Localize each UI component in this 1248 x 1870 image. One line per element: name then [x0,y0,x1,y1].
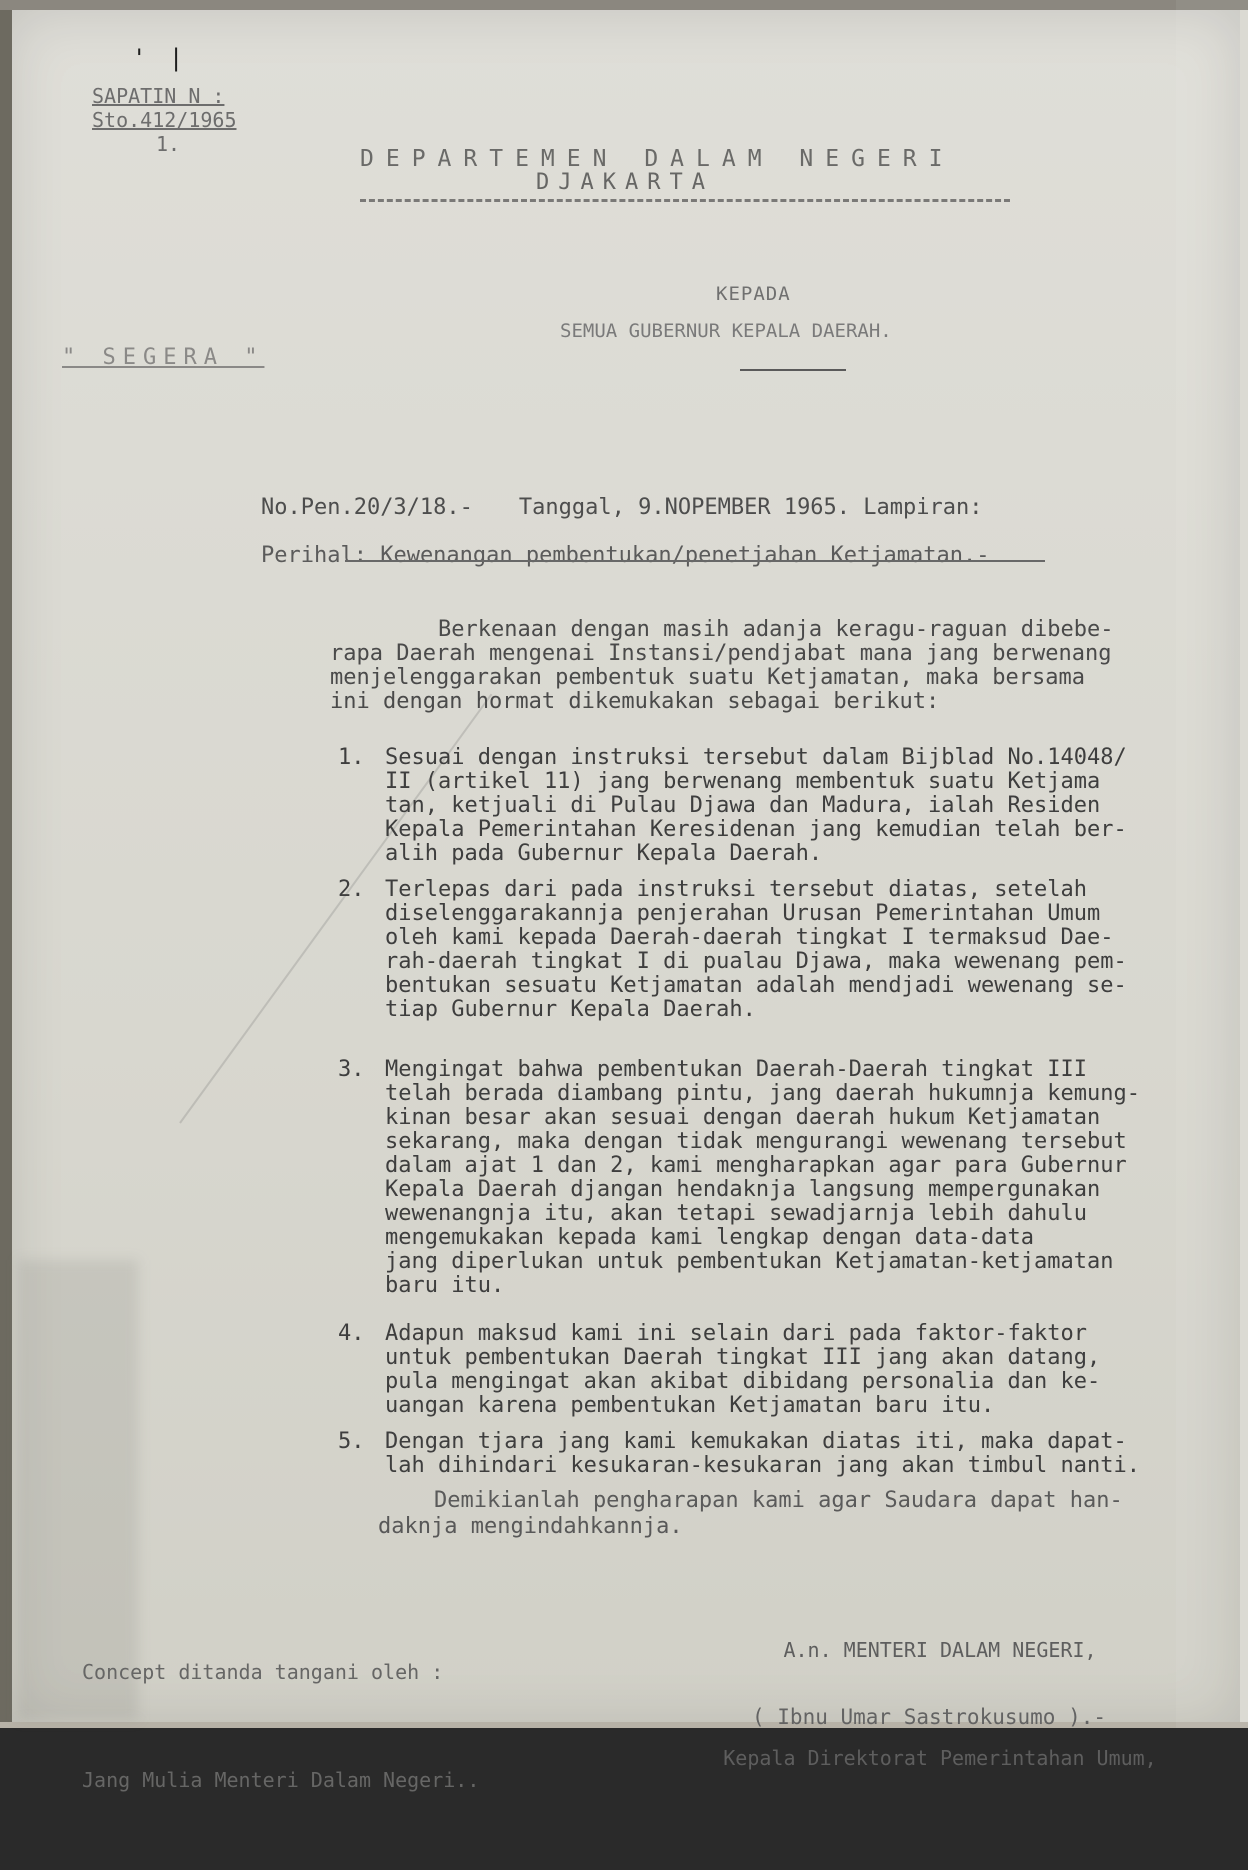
list-item-line: Adapun maksud kami ini selain dari pada faktor-faktor [385,1321,1087,1346]
attachment-label: Lampiran: [863,495,983,520]
list-item-number: 2. [338,877,365,902]
subject-line [208,518,989,593]
list-item-line: Terlepas dari pada instruksi tersebut diatas, setelah [385,877,1087,902]
addressee-recipient: SEMUA GUBERNUR KEPALA DAERAH. [560,320,892,342]
list-item [338,1322,1238,1418]
intro-line: Berkenaan dengan masih adanja keragu-raguan dibebe- [438,617,1114,642]
urgent-label: " SEGERA " [62,345,265,370]
reference-line-2: Sto.412/1965 [92,108,237,132]
letter-number: No.Pen.20/3/18.- [260,495,473,520]
list-item-line: alih pada Gubernur Kepala Daerah. [385,841,823,866]
intro-line: ini dengan hormat dikemukakan sebagai berikut: [330,689,940,714]
list-item-line: dalam ajat 1 dan 2, kami mengharapkan agar para Gubernur [385,1153,1127,1178]
list-item-line: Kepala Daerah djangan hendaknja langsung mempergunakan [385,1177,1101,1202]
list-item-line: mengemukakan kepada kami lengkap dengan data-data [385,1225,1035,1250]
addressee-heading: KEPADA [716,283,791,305]
signatory-name: ( Ibnu Umar Sastrokusumo ).- [752,1705,1107,1729]
list-item-line: sekarang, maka dengan tidak mengurangi wewenang tersebut [385,1129,1127,1154]
addressee-separator [740,369,846,371]
reference-line-1: SAPATIN N : [92,84,225,108]
list-item [338,878,1238,1022]
signature-line-1: A.n. MENTERI DALAM NEGERI, [783,1638,1097,1662]
list-item-line: diselenggarakannja penjerahan Urusan Pemerintahan Umum [385,901,1101,926]
top-left-marks: ' | [132,44,188,72]
list-item-line: uangan karena pembentukan Ketjamatan baru itu. [385,1393,995,1418]
list-item-line: jang diperlukan untuk pembentukan Ketjamatan-ketjamatan [385,1249,1114,1274]
left-border [0,0,12,1728]
list-item-line: kinan besar akan sesuai dengan daerah hukum Ketjamatan [385,1105,1101,1130]
header-separator [360,199,1010,202]
list-item-line: baru itu. [385,1273,505,1298]
signature-block [660,1560,1220,1848]
list-item-number: 5. [338,1429,365,1454]
list-item-line: Sesuai dengan instruksi tersebut dalam Bijblad No.14048/ [385,745,1127,770]
list-item-line: rah-daerah tingkat I di pualau Djawa, maka wewenang pem- [385,949,1127,974]
signature-line-2: Kepala Direktorat Pemerintahan Umum, [723,1746,1157,1770]
concept-line-1: Concept ditanda tangani oleh : [82,1660,444,1684]
list-item-line: telah berada diambang pintu, jang daerah hukumnja kemung- [385,1081,1140,1106]
list-item-number: 1. [338,745,365,770]
closing-line-2: daknja mengindahkannja. [378,1514,683,1539]
list-item-line: untuk pembentukan Daerah tingkat III jang akan datang, [385,1345,1101,1370]
list-item-line: Kepala Pemerintahan Keresidenan jang kemudian telah ber- [385,817,1127,842]
department-city: DJAKARTA [536,170,714,195]
list-item-line: wewenangnja itu, akan tetapi sewadjarnja lebih dahulu [385,1201,1087,1226]
subject-underline [345,560,1045,562]
subject-value: Kewenangan pembentukan/penetjahan Ketjamatan.- [380,543,990,568]
list-item [338,1430,1238,1478]
subject-label: Perihal: [260,543,367,568]
list-item-line: pula mengingat akan akibat dibidang personalia dan ke- [385,1369,1101,1394]
list-item-line: tan, ketjuali di Pulau Djawa dan Madura, ialah Residen [385,793,1101,818]
list-item [338,746,1238,866]
list-item-line: II (artikel 11) jang berwenang membentuk suatu Ketjama [385,769,1101,794]
closing-line-1: Demikianlah pengharapan kami agar Saudara dapat han- [434,1488,1123,1513]
concept-line-2: Jang Mulia Menteri Dalam Negeri.. [82,1768,480,1792]
list-item-line: lah dihindari kesukaran-kesukaran jang akan timbul nanti. [385,1453,1140,1478]
list-item [338,1058,1238,1298]
reference-line-3: 1. [156,132,181,156]
list-item-line: Mengingat bahwa pembentukan Daerah-Daerah tingkat III [385,1057,1087,1082]
top-border [0,0,1248,10]
list-item-line: tiap Gubernur Kepala Daerah. [385,997,756,1022]
list-item-number: 3. [338,1057,365,1082]
list-item-line: bentukan sesuatu Ketjamatan adalah mendjadi wewenang se- [385,973,1127,998]
concept-note [82,1582,479,1870]
intro-paragraph [330,618,1230,714]
intro-line: menjelenggarakan pembentuk suatu Ketjamatan, maka bersama [330,665,1085,690]
intro-line: rapa Daerah mengenai Instansi/pendjabat mana jang berwenang [330,641,1112,666]
department-title: DEPARTEMEN DALAM NEGERI [360,146,955,172]
list-item-line: Dengan tjara jang kami kemukakan diatas iti, maka dapat- [385,1429,1127,1454]
list-item-line: oleh kami kepada Daerah-daerah tingkat I termaksud Dae- [385,925,1114,950]
date-label: Tanggal, [518,495,625,520]
date-value: 9.NOPEMBER 1965. [638,495,851,520]
reference-block [92,84,282,156]
list-item-number: 4. [338,1321,365,1346]
